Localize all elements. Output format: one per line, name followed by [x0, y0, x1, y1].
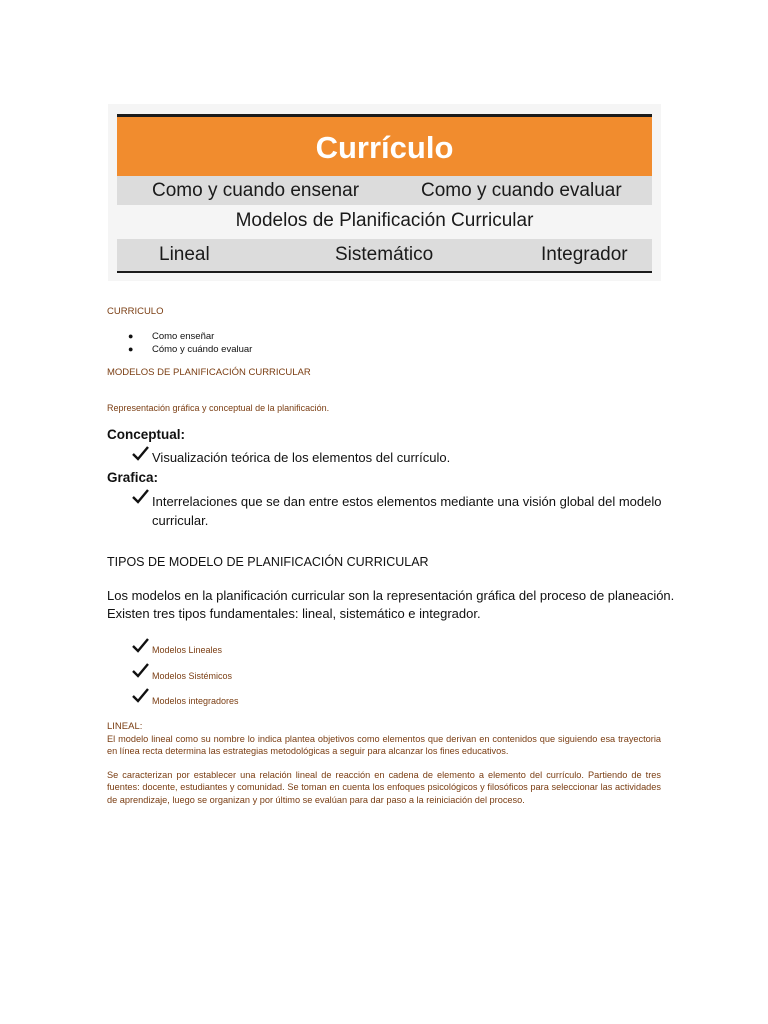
diagram-row-types — [117, 239, 652, 273]
list-item: Modelos Sistémicos — [152, 671, 233, 681]
list-item: Cómo y cuándo evaluar — [152, 344, 253, 355]
diagram-sistematico: Sistemático — [335, 244, 434, 265]
lineal-paragraph-2: Se caracterizan por establecer una relación lineal de reacción en cadena de elemento a elemento del currículo. Partiendo de tres fuentes: docente, estudiantes y comunidad. Se toman en cuenta los enfoques psicológicos y filosóficos para seleccionar las actividades de aprendizaje, luego se organizan y por último se evalúan para dar paso a la reiniciación del proceso. — [107, 770, 661, 805]
list-item: Modelos Lineales — [152, 645, 223, 655]
diagram-row-ensenar-evaluar — [117, 176, 652, 205]
conceptual-label: Conceptual: — [107, 427, 186, 442]
checkmark-icon — [132, 445, 149, 462]
curriculo-heading: CURRICULO — [107, 306, 164, 317]
modelos-heading: MODELOS DE PLANIFICACIÓN CURRICULAR — [107, 367, 311, 378]
bullet-icon: ● — [128, 331, 134, 341]
diagram-title: Currículo — [117, 114, 652, 180]
lineal-paragraph-1: El modelo lineal como su nombre lo indica plantea objetivos como elementos que derivan en contenidos que siguiendo esa trayectoria en línea recta determina las estrategias metodológicas a seguir para alcanzar los fines educativos. — [107, 734, 661, 757]
diagram-integrador: Integrador — [541, 244, 628, 265]
diagram-modelos: Modelos de Planificación Curricular — [117, 205, 652, 237]
list-item: Modelos integradores — [152, 696, 239, 706]
lineal-heading: LINEAL: — [107, 721, 143, 732]
checkmark-icon — [132, 687, 149, 704]
diagram-ensenar: Como y cuando ensenar — [152, 179, 360, 201]
checkmark-icon — [132, 488, 149, 505]
grafica-item-line2: curricular. — [152, 513, 209, 528]
checkmark-icon — [132, 637, 149, 654]
grafica-item-line1: Interrelaciones que se dan entre estos elementos mediante una visión global del modelo — [152, 494, 662, 509]
conceptual-item: Visualización teórica de los elementos del currículo. — [152, 450, 451, 465]
list-item: Como enseñar — [152, 331, 215, 342]
tipos-heading: TIPOS DE MODELO DE PLANIFICACIÓN CURRICULAR — [107, 555, 429, 569]
tipos-text-line2: Existen tres tipos fundamentales: lineal, sistemático e integrador. — [107, 606, 481, 621]
diagram-lineal: Lineal — [159, 244, 210, 265]
representacion-text: Representación gráfica y conceptual de la planificación. — [107, 403, 330, 413]
checkmark-icon — [132, 662, 149, 679]
curriculo-diagram — [108, 104, 661, 281]
bullet-icon: ● — [128, 344, 134, 354]
grafica-label: Grafica: — [107, 470, 159, 485]
diagram-evaluar: Como y cuando evaluar — [421, 179, 622, 201]
tipos-text-line1: Los modelos en la planificación curricular son la representación gráfica del proceso de planeación. — [107, 588, 675, 603]
